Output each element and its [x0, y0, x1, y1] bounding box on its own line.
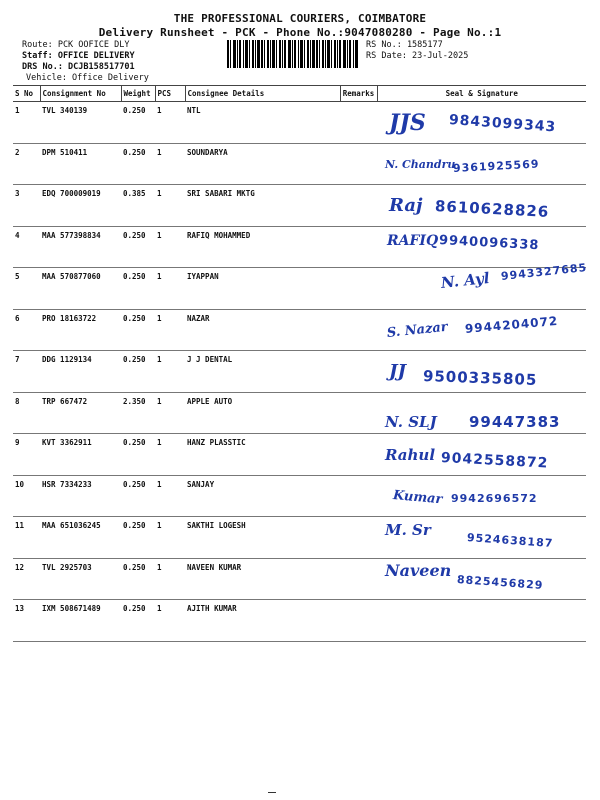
table-row [13, 102, 586, 144]
row-consignee: RAFIQ MOHAMMED [185, 226, 340, 268]
table-row [13, 185, 586, 227]
row-consignee: NAVEEN KUMAR [185, 558, 340, 600]
row-consignee: SAKTHI LOGESH [185, 517, 340, 559]
col-sno: S No [13, 86, 40, 102]
signature-name: N. Ayl [440, 268, 491, 292]
row-weight: 0.250 [121, 558, 155, 600]
row-consignment: DDG 1129134 [40, 351, 121, 393]
row-signature [377, 434, 586, 476]
row-pcs: 1 [155, 392, 185, 434]
row-sno: 7 [13, 351, 40, 393]
row-signature [377, 600, 586, 642]
row-consignee: NTL [185, 102, 340, 144]
table-row [13, 309, 586, 351]
row-sno: 2 [13, 143, 40, 185]
barcode [226, 40, 360, 68]
row-pcs: 1 [155, 475, 185, 517]
row-signature [377, 185, 586, 227]
row-remarks [340, 102, 377, 144]
page-mark [268, 792, 276, 793]
row-consignee: APPLE AUTO [185, 392, 340, 434]
row-pcs: 1 [155, 185, 185, 227]
signature-name: Raj [389, 195, 423, 216]
row-consignee: HANZ PLASSTIC [185, 434, 340, 476]
row-remarks [340, 226, 377, 268]
row-remarks [340, 517, 377, 559]
signature-phone: 9942696572 [451, 491, 538, 505]
signature-name: S. Nazar [386, 319, 449, 341]
row-pcs: 1 [155, 517, 185, 559]
row-sno: 13 [13, 600, 40, 642]
table-row [13, 392, 586, 434]
row-remarks [340, 268, 377, 310]
signature-name: M. Sr [385, 521, 431, 539]
drs-number: DRS No.: DCJB158517701 [22, 62, 135, 72]
row-signature [377, 475, 586, 517]
row-consignee: SOUNDARYA [185, 143, 340, 185]
signature-phone: 9843099343 [448, 112, 557, 136]
row-consignee: J J DENTAL [185, 351, 340, 393]
table-row [13, 434, 586, 476]
row-pcs: 1 [155, 309, 185, 351]
col-pcs: PCS [155, 86, 185, 102]
row-signature [377, 260, 588, 310]
row-consignee: SANJAY [185, 475, 340, 517]
vehicle-label: Vehicle: Office Delivery [26, 73, 149, 83]
row-consignment: EDQ 700009019 [40, 185, 121, 227]
row-sno: 12 [13, 558, 40, 600]
row-signature [377, 351, 586, 393]
table-row [13, 351, 586, 393]
row-pcs: 1 [155, 143, 185, 185]
row-sno: 9 [13, 434, 40, 476]
signature-name: Kumar [392, 487, 443, 507]
signature-phone: 9944204072 [464, 313, 559, 336]
row-pcs: 1 [155, 600, 185, 642]
row-weight: 0.250 [121, 600, 155, 642]
row-consignment: TRP 667472 [40, 392, 121, 434]
row-weight: 0.250 [121, 434, 155, 476]
row-weight: 0.250 [121, 226, 155, 268]
row-sno: 10 [13, 475, 40, 517]
signature-phone: 8610628826 [434, 197, 550, 221]
col-seal: Seal & Signature [377, 86, 586, 102]
row-sno: 4 [13, 226, 40, 268]
signature-phone: 99447383 [469, 412, 561, 431]
col-consignee: Consignee Details [185, 86, 340, 102]
row-weight: 0.250 [121, 309, 155, 351]
signature-phone: 9943327685 [500, 260, 588, 283]
row-weight: 0.250 [121, 268, 155, 310]
row-consignment: IXM 508671489 [40, 600, 121, 642]
row-remarks [340, 185, 377, 227]
signature-phone: 8825456829 [456, 572, 544, 592]
row-signature [377, 309, 586, 351]
row-pcs: 1 [155, 558, 185, 600]
col-consignment: Consignment No [40, 86, 121, 102]
row-sno: 6 [13, 309, 40, 351]
row-signature [377, 558, 586, 600]
row-consignment: PRO 18163722 [40, 309, 121, 351]
row-consignment: HSR 7334233 [40, 475, 121, 517]
row-consignment: MAA 651036245 [40, 517, 121, 559]
row-remarks [340, 143, 377, 185]
row-consignee: SRI SABARI MKTG [185, 185, 340, 227]
row-signature [377, 392, 586, 434]
row-pcs: 1 [155, 102, 185, 144]
rs-number: RS No.: 1585177 [366, 40, 443, 50]
row-weight: 0.250 [121, 475, 155, 517]
row-weight: 0.250 [121, 102, 155, 144]
signature-name: JJ [389, 361, 407, 382]
row-sno: 3 [13, 185, 40, 227]
row-weight: 0.250 [121, 143, 155, 185]
table-row [13, 268, 586, 310]
row-weight: 0.385 [121, 185, 155, 227]
row-remarks [340, 309, 377, 351]
row-remarks [340, 351, 377, 393]
row-sno: 1 [13, 102, 40, 144]
signature-name: JJS [389, 110, 426, 136]
signature-phone: 9524638187 [466, 531, 554, 551]
row-consignee: IYAPPAN [185, 268, 340, 310]
row-weight: 0.250 [121, 517, 155, 559]
row-consignment: DPM 510411 [40, 143, 121, 185]
row-signature [377, 102, 586, 144]
table-header-row [13, 86, 586, 102]
table-row [13, 517, 586, 559]
signature-name: N. SLJ [385, 412, 437, 431]
row-signature [377, 226, 586, 268]
table-row [13, 558, 586, 600]
route-label: Route: PCK OOFICE DLY [22, 40, 130, 50]
signature-phone: 9042558872 [440, 450, 549, 472]
row-weight: 0.250 [121, 351, 155, 393]
company-title: THE PROFESSIONAL COURIERS, COIMBATORE [173, 12, 427, 25]
row-signature [377, 517, 586, 559]
table-row [13, 143, 586, 185]
staff-label: Staff: OFFICE DELIVERY [22, 51, 135, 61]
row-consignment: MAA 577398834 [40, 226, 121, 268]
row-consignment: KVT 3362911 [40, 434, 121, 476]
row-consignment: TVL 340139 [40, 102, 121, 144]
row-remarks [340, 475, 377, 517]
signature-phone: 9361925569 [452, 156, 540, 175]
table-row [13, 226, 586, 268]
row-remarks [340, 600, 377, 642]
row-consignment: TVL 2925703 [40, 558, 121, 600]
row-remarks [340, 392, 377, 434]
row-weight: 2.350 [121, 392, 155, 434]
row-consignment: MAA 570877060 [40, 268, 121, 310]
signature-phone: 9940096338 [438, 232, 540, 253]
row-pcs: 1 [155, 226, 185, 268]
col-remarks: Remarks [340, 86, 377, 102]
row-remarks [340, 558, 377, 600]
signature-name: Naveen [385, 560, 452, 580]
row-pcs: 1 [155, 434, 185, 476]
runsheet-subtitle: Delivery Runsheet - PCK - Phone No.:9047080280 - Page No.:1 [98, 26, 502, 39]
row-sno: 8 [13, 392, 40, 434]
signature-name: RAFIQ [387, 232, 439, 249]
col-weight: Weight [121, 86, 155, 102]
row-sno: 11 [13, 517, 40, 559]
row-consignee: NAZAR [185, 309, 340, 351]
row-consignee: AJITH KUMAR [185, 600, 340, 642]
signature-phone: 9500335805 [422, 367, 538, 389]
rs-date: RS Date: 23-Jul-2025 [366, 51, 469, 61]
row-sno: 5 [13, 268, 40, 310]
table-row [13, 475, 586, 517]
runsheet-table [13, 85, 586, 642]
row-remarks [340, 434, 377, 476]
table-row [13, 600, 586, 642]
row-pcs: 1 [155, 268, 185, 310]
row-pcs: 1 [155, 351, 185, 393]
signature-name: N. Chandru [385, 157, 456, 171]
signature-name: Rahul [385, 446, 436, 464]
row-signature [377, 143, 586, 185]
